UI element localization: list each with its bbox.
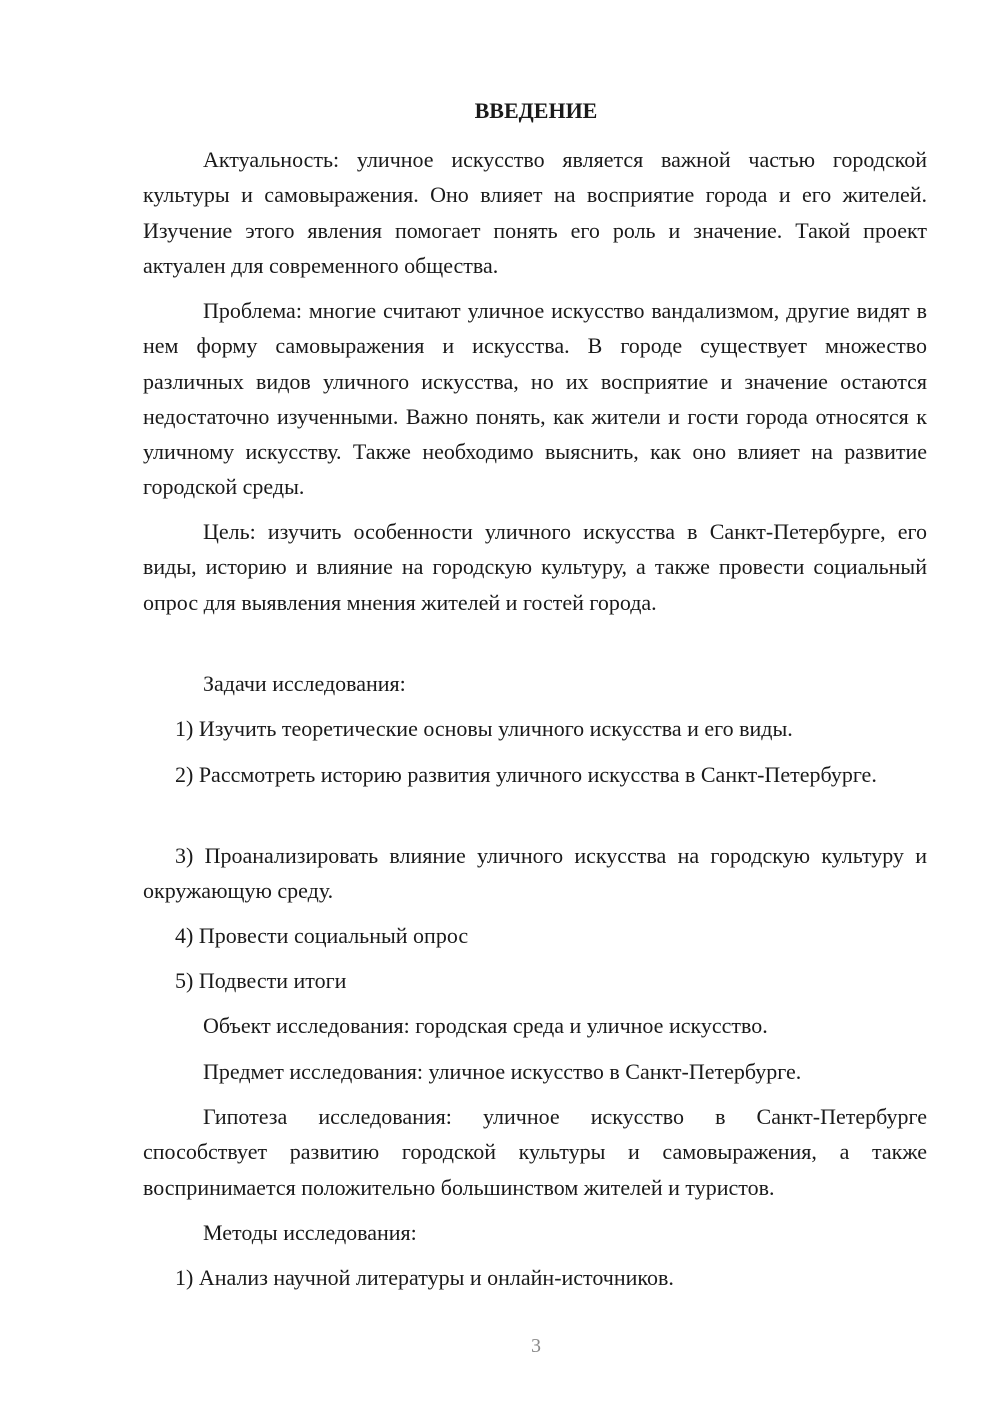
paragraph-relevance: Актуальность: уличное искусство является важной частью городской культуры и самовыражения. Оно влияет на восприятие города и его жителей. Изучение этого явления помогает понять его роль и значение. Такой проект актуален для современного общества. bbox=[143, 147, 927, 278]
paragraph-hypothesis: Гипотеза исследования: уличное искусство в Санкт-Петербурге способствует развитию городской культуры и самовыражения, а также воспринимается положительно большинством жителей и туристов. bbox=[143, 1104, 927, 1200]
paragraph-object: Объект исследования: городская среда и уличное искусство. bbox=[203, 1013, 768, 1038]
list-item-task-5: 5) Подвести итоги bbox=[175, 968, 347, 993]
paragraph-tasks-heading: Задачи исследования: bbox=[203, 671, 406, 696]
page-number: 3 bbox=[531, 1335, 541, 1357]
list-item-task-2: 2) Рассмотреть историю развития уличного искусства в Санкт-Петербурге. bbox=[175, 762, 877, 787]
list-item-method-1: 1) Анализ научной литературы и онлайн-источников. bbox=[175, 1265, 674, 1290]
section-title: ВВЕДЕНИЕ bbox=[474, 98, 598, 123]
list-item-task-1: 1) Изучить теоретические основы уличного искусства и его виды. bbox=[175, 716, 793, 741]
list-item-task-3: 3) Проанализировать влияние уличного искусства на городскую культуру и окружающую среду. bbox=[143, 843, 927, 904]
paragraph-goal: Цель: изучить особенности уличного искусства в Санкт-Петербурге, его виды, историю и влияние на городскую культуру, а также провести социальный опрос для выявления мнения жителей и гостей города. bbox=[143, 519, 927, 615]
paragraph-subject: Предмет исследования: уличное искусство в Санкт-Петербурге. bbox=[203, 1059, 802, 1084]
list-item-task-4: 4) Провести социальный опрос bbox=[175, 923, 469, 948]
paragraph-methods-heading: Методы исследования: bbox=[203, 1220, 417, 1245]
paragraph-problem: Проблема: многие считают уличное искусство вандализмом, другие видят в нем форму самовыражения и искусства. В городе существует множество различных видов уличного искусства, но их восприятие и значение остаются недостаточно изученными. Важно понять, как жители и гости города относятся к уличному искусству. Также необходимо выяснить, как оно влияет на развитие городской среды. bbox=[143, 298, 927, 500]
